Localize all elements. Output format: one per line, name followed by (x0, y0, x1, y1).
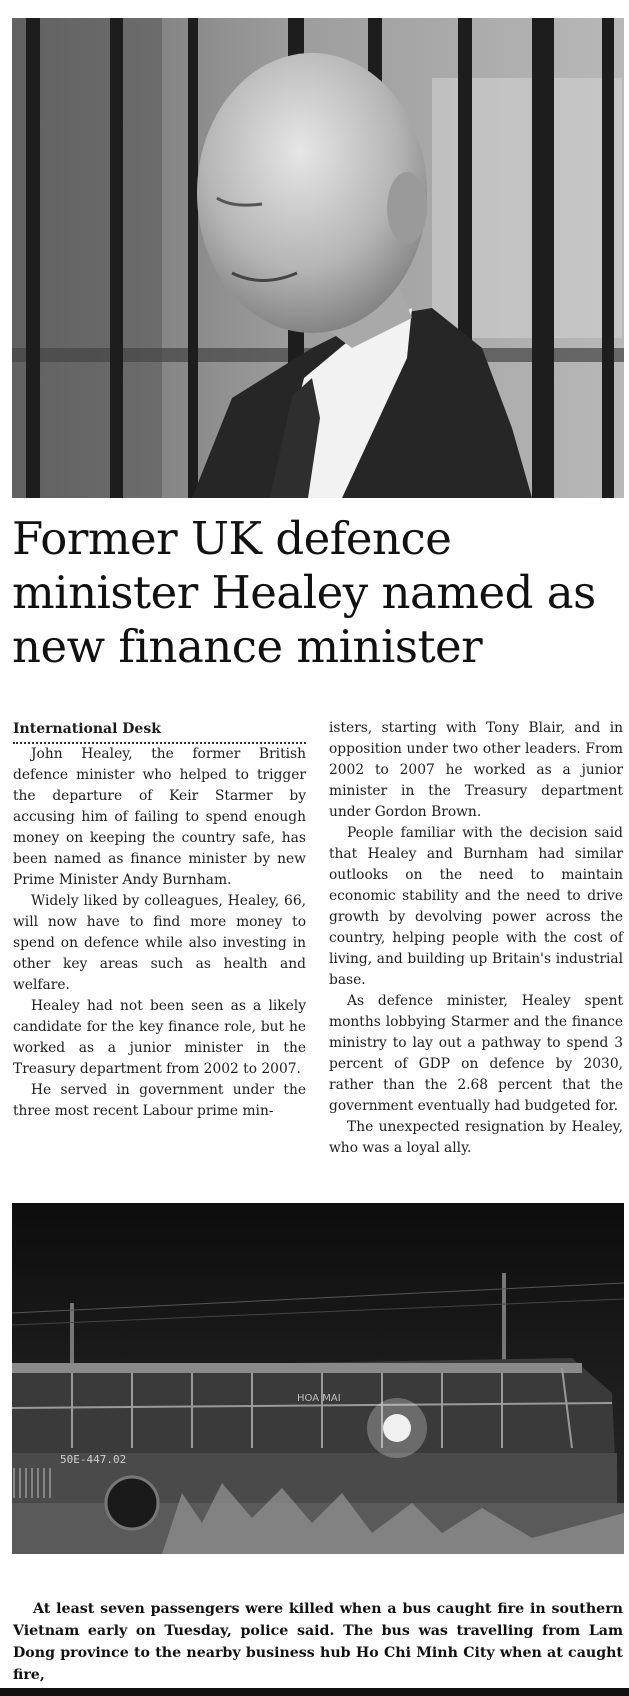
paragraph: isters, starting with Tony Blair, and in opposition under two other leaders. From 2002 to 2007 he worked as a junior minister in the Treasury department under Gordon Brown. (329, 720, 623, 820)
paragraph: He served in government under the three most recent Labour prime min- (13, 1082, 306, 1119)
paragraph: As defence minister, Healey spent months lobbying Starmer and the finance ministry to lay out a pathway to spend 3 percent of GDP on defence by 2030, rather than the 2.68 percent that the government eventually had budgeted for. (329, 993, 623, 1114)
byline-desk: International Desk (13, 718, 306, 744)
paragraph: John Healey, the former British defence minister who helped to trigger the departure of Keir Starmer by accusing him of failing to spend enough money on keeping the country safe, has been named as finance minister by new Prime Minister Andy Burnham. (13, 746, 306, 888)
paragraph: Healey had not been seen as a likely candidate for the key finance role, but he worked as a junior minister in the Treasury department from 2002 to 2007. (13, 998, 306, 1077)
burnt-bus-photo (12, 1203, 624, 1554)
page-bottom-rule (0, 1688, 629, 1696)
bus-sign-text: HOA MAI (297, 1393, 341, 1404)
article-column-2 (329, 718, 623, 1159)
healey-photo (12, 18, 624, 498)
photo-caption: At least seven passengers were killed when a bus caught fire in southern Vietnam early on Tuesday, police said. The bus was travelling from Lam Dong province to the nearby business hub Ho Chi Minh City when at caught fire, (13, 1601, 623, 1683)
paragraph: People familiar with the decision said that Healey and Burnham had similar outlooks on the need to maintain economic stability and the need to drive growth by devolving power across the country, helping people with the cost of living, and building up Britain's industrial base. (329, 825, 623, 988)
article-column-1 (13, 718, 306, 1122)
paragraph: The unexpected resignation by Healey, who was a loyal ally. (329, 1119, 623, 1156)
bus-plate-text: 50E-447.02 (60, 1453, 127, 1466)
headline: Former UK defence minister Healey named as new finance minister (12, 512, 596, 673)
paragraph: Widely liked by colleagues, Healey, 66, will now have to find more money to spend on defence while also investing in other key areas such as health and welfare. (13, 893, 306, 993)
